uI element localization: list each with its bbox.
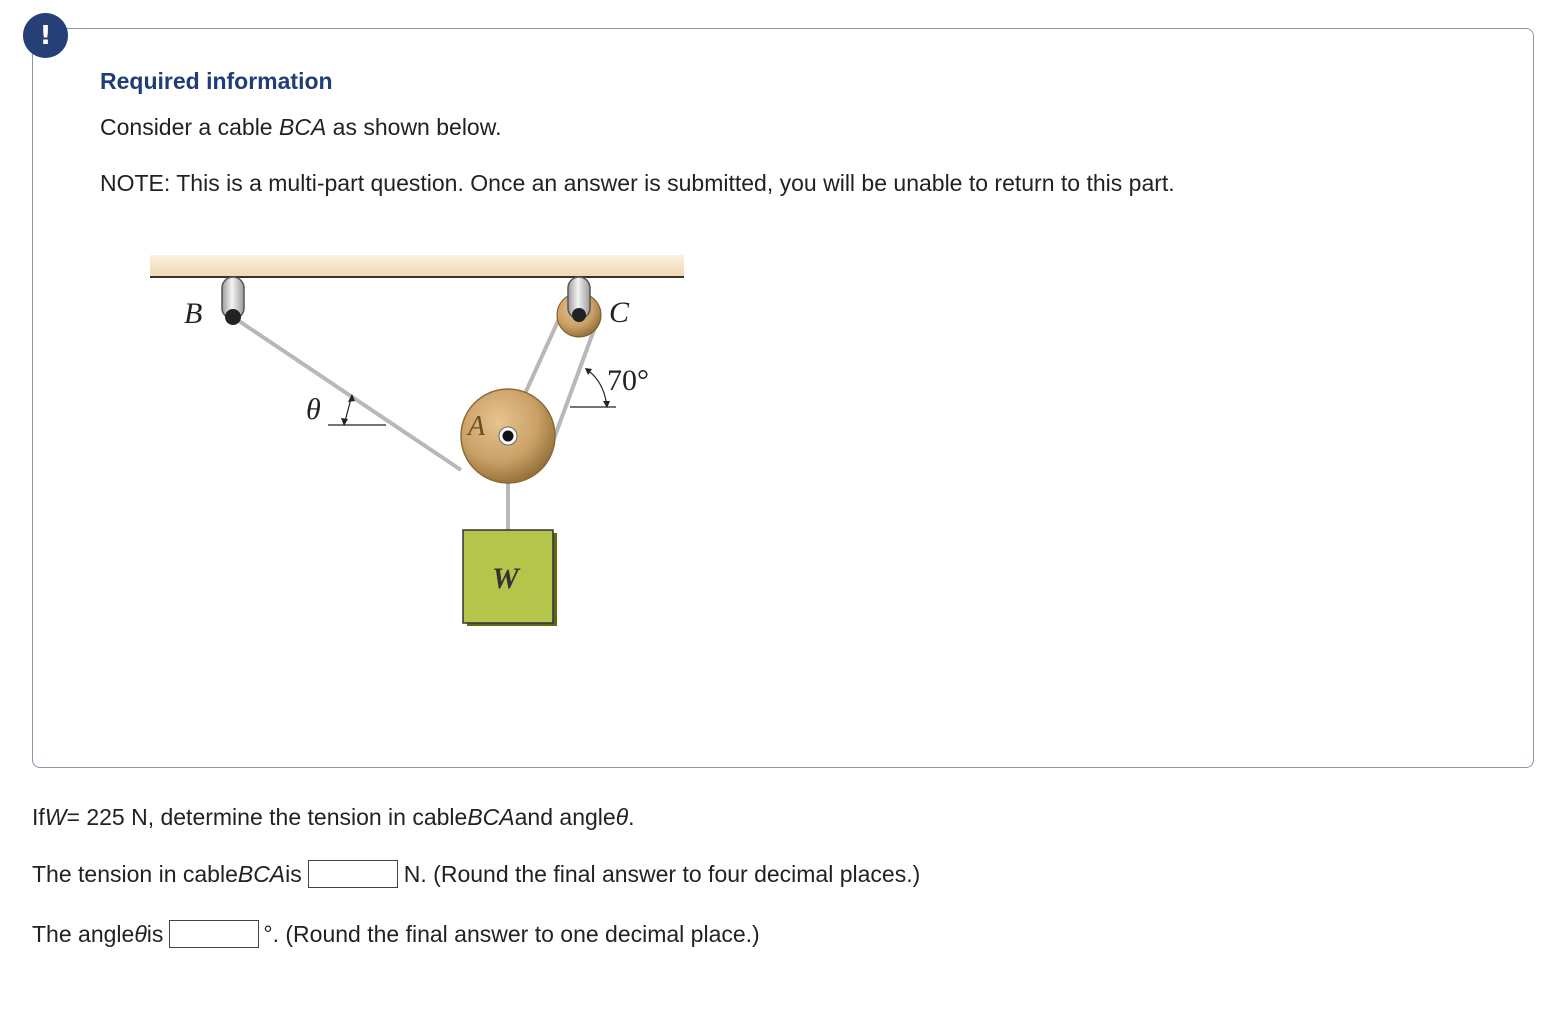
note-text: NOTE: This is a multi-part question. Once an answer is submitted, you will be unable to return to this part. xyxy=(100,170,1175,196)
angle-var-theta: θ xyxy=(134,920,147,947)
tension-var-bca: BCA xyxy=(237,860,286,887)
cable-segment-ba xyxy=(233,317,461,470)
ceiling xyxy=(150,255,684,277)
angle-suffix: °. (Round the final answer to one decimal place.) xyxy=(263,920,760,947)
consider-text xyxy=(100,114,501,141)
angle-prefix: The angle xyxy=(32,920,135,947)
angle-is: is xyxy=(146,920,164,947)
consider-prefix: Consider a cable xyxy=(100,114,279,140)
angle-question xyxy=(32,920,760,948)
angle-answer-input[interactable] xyxy=(169,920,259,948)
cable-pulley-figure xyxy=(140,245,700,645)
prompt-var-w: W xyxy=(44,804,67,830)
prompt-var-bca: BCA xyxy=(467,804,515,830)
cable-segment-ac-right xyxy=(552,319,598,444)
question-prompt xyxy=(32,804,635,831)
prompt-var-theta: θ xyxy=(615,804,629,830)
label-theta: θ xyxy=(306,393,321,426)
tension-answer-input[interactable] xyxy=(308,860,398,888)
prompt-and: and angle xyxy=(514,804,616,830)
angle-70-arrow-top xyxy=(585,368,592,375)
tension-suffix: N. (Round the final answer to four decimal places.) xyxy=(403,860,921,887)
pulley-c xyxy=(557,277,601,337)
support-b xyxy=(222,277,244,325)
label-a: A xyxy=(468,411,486,442)
tension-question xyxy=(32,860,920,888)
label-c: C xyxy=(609,296,630,329)
consider-var-bca: BCA xyxy=(279,114,327,140)
tension-is: is xyxy=(285,860,302,887)
tension-prefix: The tension in cable xyxy=(32,860,238,887)
prompt-mid: = 225 N, determine the tension in cable xyxy=(66,804,468,830)
exclamation-icon: ! xyxy=(23,13,68,58)
prompt-if: If xyxy=(32,804,45,830)
label-b: B xyxy=(184,297,203,330)
label-70-degrees: 70° xyxy=(607,364,649,397)
consider-suffix: as shown below. xyxy=(326,114,502,140)
label-w: W xyxy=(492,562,519,595)
required-info-title: Required information xyxy=(100,68,333,94)
prompt-end: . xyxy=(628,804,635,830)
